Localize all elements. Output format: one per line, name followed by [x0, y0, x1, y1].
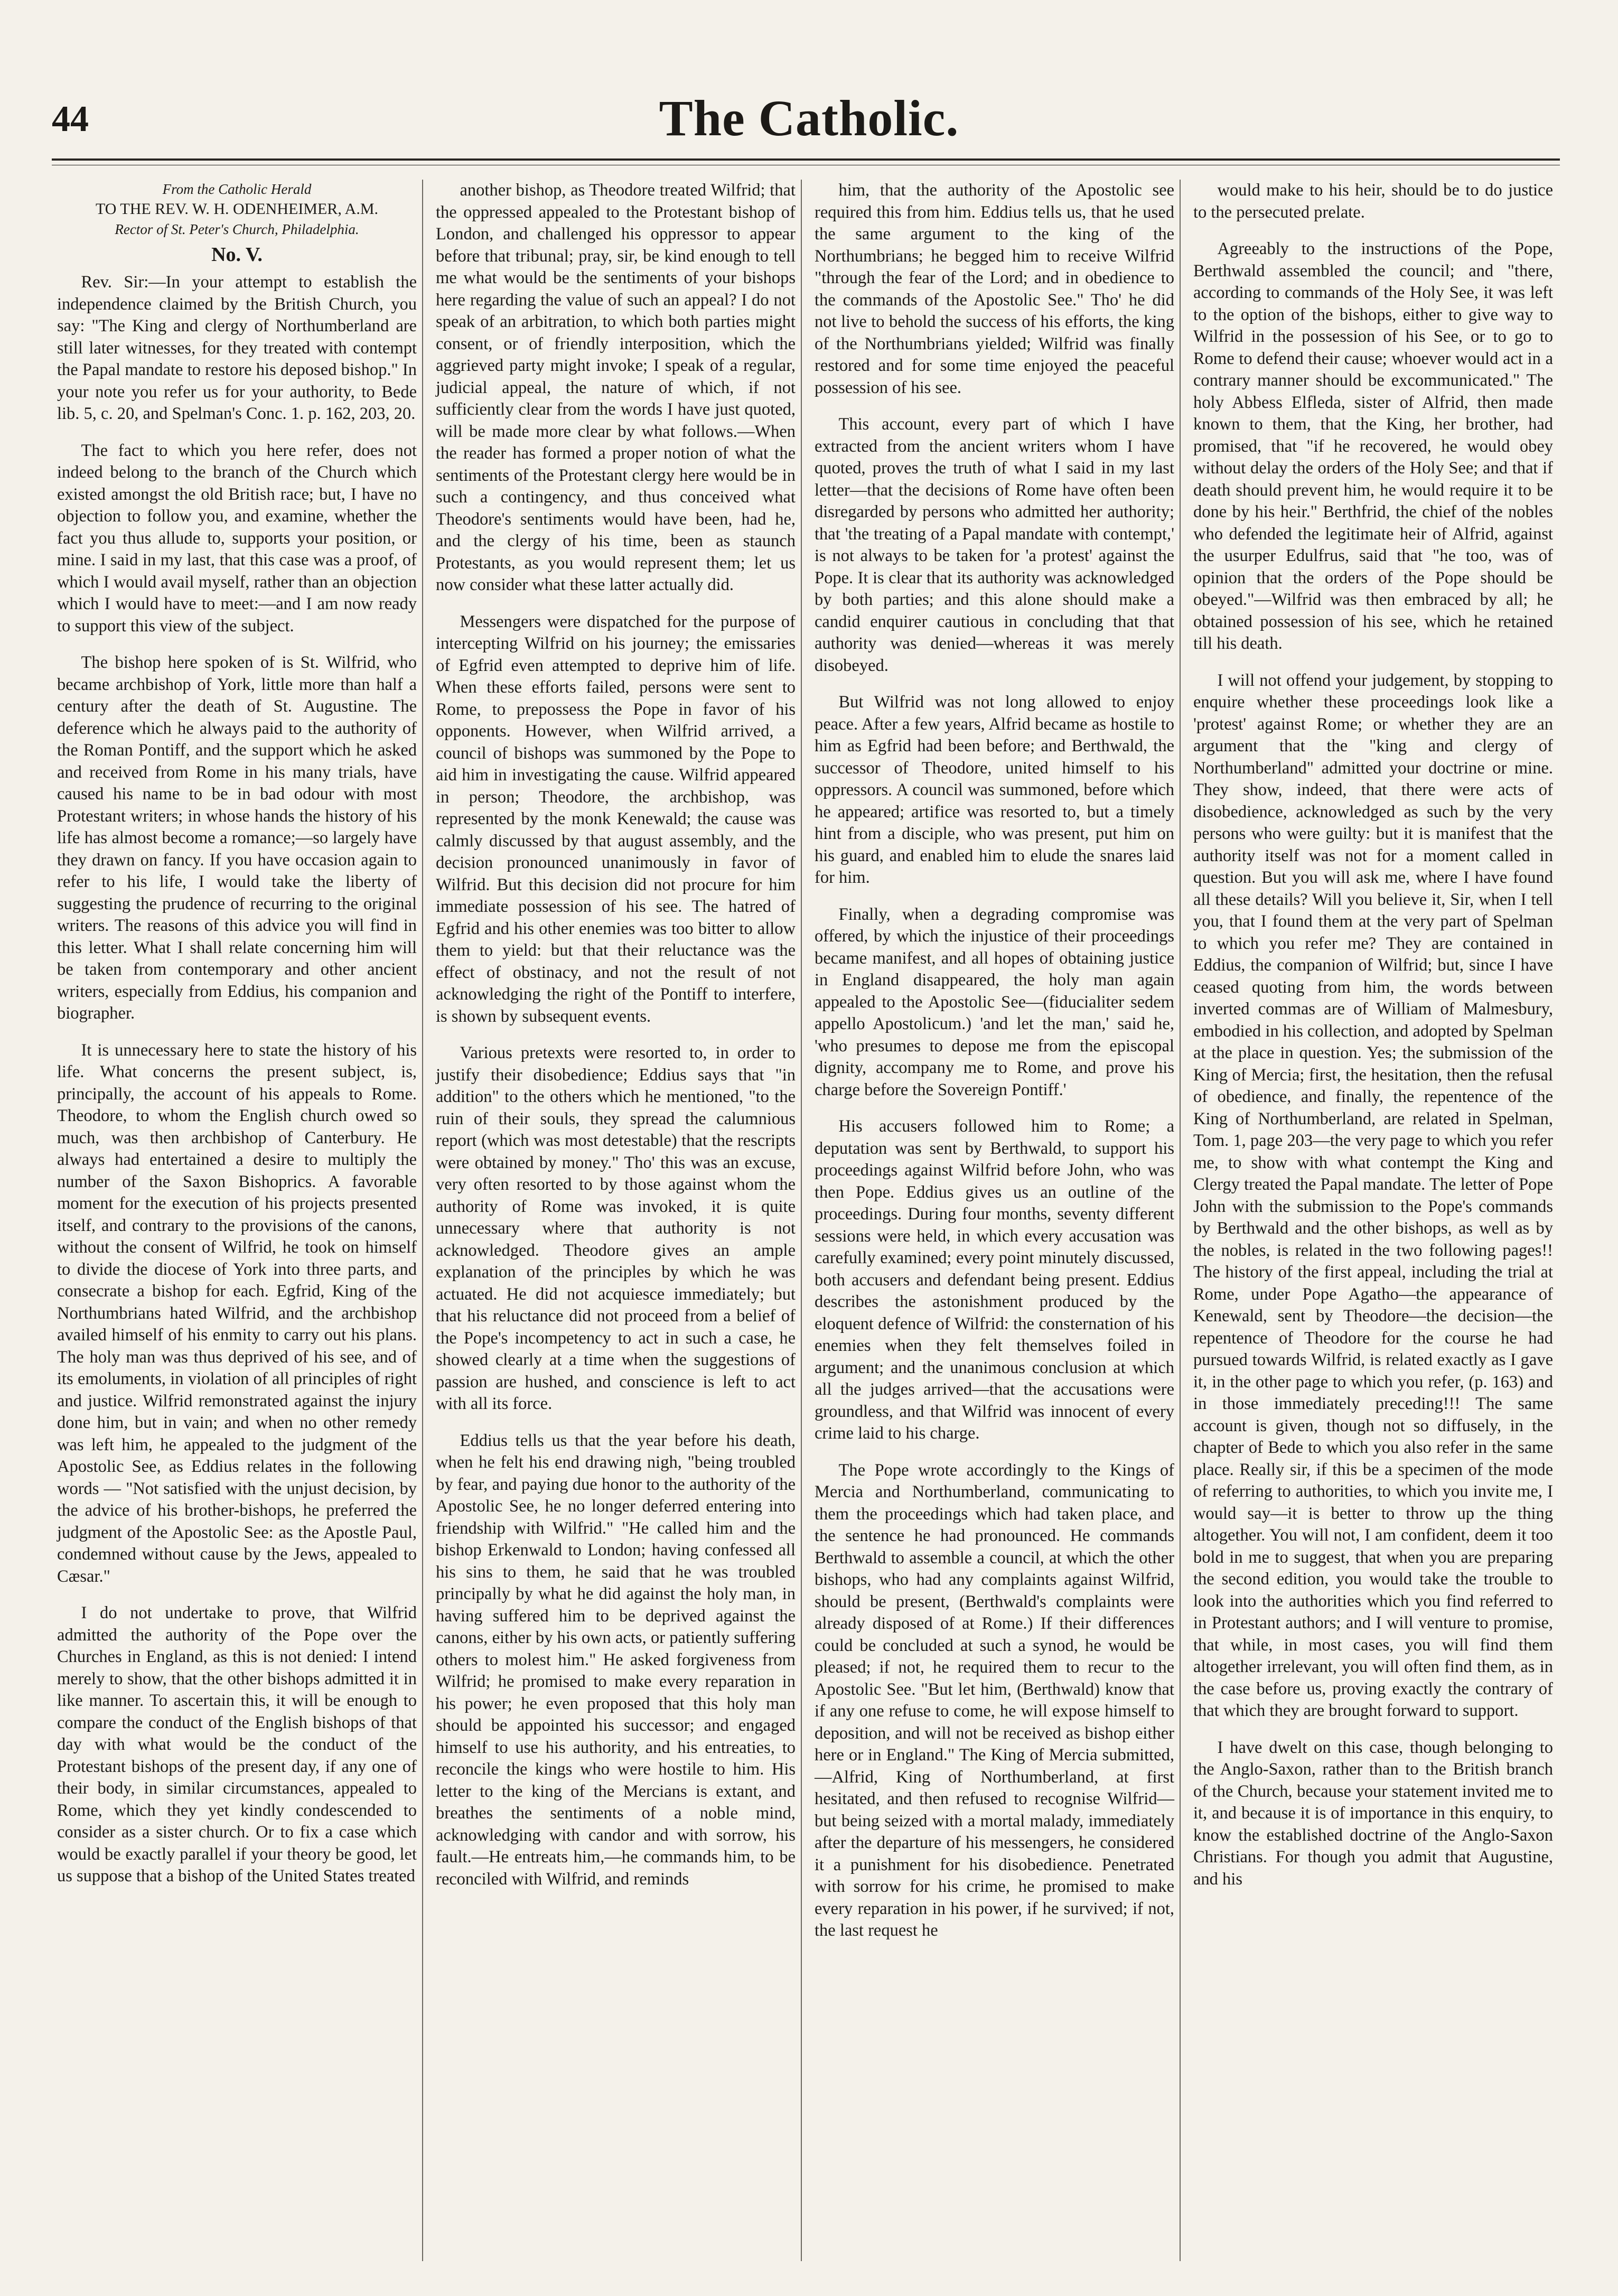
column-3 — [809, 180, 1181, 2261]
paragraph: Rev. Sir:—In your attempt to establish the independence claimed by the British Church, you say: "The King and clergy of Northumberland are still later witnesses, for they treated with contempt the Papal mandate to restore his deposed bishop." In your note you refer us for your authority, to Bede lib. 5, c. 20, and Spelman's Conc. 1. p. 162, 203, 20. — [57, 273, 417, 423]
letter-recipient-title: Rector of St. Peter's Church, Philadelphia. — [115, 221, 359, 237]
paragraph: Messengers were dispatched for the purpose of intercepting Wilfrid on his journey; the emissaries of Egfrid even attempted to deprive him of life. When these efforts failed, persons were sent to Rome, to prepossess the Pope in favor of his opponents. However, when Wilfrid arrived, a council of bishops was summoned by the Pope to aid him in investigating the cause. Wilfrid appeared in person; Theodore, the archbishop, was represented by the monk Kenewald; the cause was calmly discussed by that august assembly, and the decision pronounced unanimously in favor of Wilfrid. But this decision did not procure for him immediate possession of his see. The hatred of Egfrid and his other enemies was too bitter to allow them to yield: but that their reluctance was the effect of obstinacy, and not the result of not acknowledging the right of the Pontiff to interfere, is shown by subsequent events. — [436, 612, 796, 1026]
paragraph: would make to his heir, should be to do justice to the persecuted prelate. — [1193, 181, 1553, 222]
column-4 — [1188, 180, 1558, 2261]
paragraph: Eddius tells us that the year before his death, when he felt his end drawing nigh, "being troubled by fear, and paying due honor to the authority of the Apostolic See, he no longer deferred entering into friendship with Wilfrid." "He called him and the bishop Erkenwald to London; having confessed all his sins to them, he said that he was troubled principally by what he did against the holy man, in having suffered him to be deprived against the canons, either by his own acts, or patiently suffering others to molest him." He asked forgiveness from Wilfrid; he promised to make every reparation in his power; he even proposed that this holy man should be appointed his successor; and engaged himself to use his authority, and his entreaties, to reconcile the kings who were hostile to him. His letter to the king of the Mercians is extant, and breathes the sentiments of a noble mind, acknowledging with candor and with sorrow, his fault.—He entreats him,—he commands him, to be reconciled with Wilfrid, and reminds — [436, 1431, 796, 1889]
header-rule — [52, 158, 1560, 161]
paragraph: Finally, when a degrading compromise was offered, by which the injustice of their proceedings became manifest, and all hopes of obtaining justice in England disappeared, the holy man again appealed to the Apostolic See—(fiducialiter sedem appello Apostolicum.) 'and let the man,' said he, 'who presumes to depose me from the episcopal dignity, accompany me to Rome, and prove his charge before the Sovereign Pontiff.' — [815, 904, 1174, 1099]
paragraph: His accusers followed him to Rome; a deputation was sent by Berthwald, to support his proceedings against Wilfrid before John, who was then Pope. Eddius gives us an outline of the proceedings. During four months, seventy different sessions were held, in which every accusation was carefully examined; every point minutely discussed, both accusers and defendant being present. Eddius describes the astonishment produced by the eloquent defence of Wilfrid: the consternation of his enemies when they felt themselves foiled in argument; and the unanimous conclusion at which all the judges arrived—that the accusations were groundless, and that Wilfrid was innocent of every crime laid to his charge. — [815, 1117, 1174, 1443]
paragraph: But Wilfrid was not long allowed to enjoy peace. After a few years, Alfrid became as hostile to him as Egfrid had been before; and Berthwald, the successor of Theodore, united himself to his oppressors. A council was summoned, before which he appeared; artifice was resorted to, but a timely hint from a disciple, who was present, put him on his guard, and enabled him to elude the snares laid for him. — [815, 693, 1174, 887]
column-1 — [52, 180, 423, 2261]
paragraph: Agreeably to the instructions of the Pope, Berthwald assembled the council; and "there, according to commands of the Holy See, it was left to the option of the bishops, either to give way to Wilfrid in the possession of his See, or to go to Rome to defend their cause; whoever would act in a contrary manner should be excommunicated." The holy Abbess Elfleda, sister of Alfrid, then made known to them, that the King, her brother, had promised, that "if he recovered, he would obey without delay the orders of the Holy See; and that if death should prevent him, he would require it to be done by his heir." Berthfrid, the chief of the nobles who defended the legitimate heir of Alfrid, against the usurper Edulfrus, said that "he too, was of opinion that the orders of the Pope should be obeyed."—Wilfrid was then embraced by all; he obtained possession of his see, which he retained till his death. — [1193, 239, 1553, 653]
paragraph: another bishop, as Theodore treated Wilfrid; that the oppressed appealed to the Protestant bishop of London, and challenged his oppressor to appear before that tribunal; pray, sir, be kind enough to tell me what would be the sentiments of your bishops here regarding the value of such an appeal? I do not speak of an arbitration, to which both parties might consent, or of friendly interposition, which the aggrieved party might invoke; I speak of a regular, judicial appeal, the nature of which, if not sufficiently clear from the words I have just quoted, will be made more clear by what follows.—When the reader has formed a proper notion of what the sentiments of the Protestant clergy here would be in such a contingency, and thus conceived what Theodore's sentiments would have been, had he, and the clergy of his time, been as staunch Protestants, as you would represent them; let us now consider what these latter actually did. — [436, 181, 796, 594]
paragraph: The fact to which you here refer, does not indeed belong to the branch of the Church which existed amongst the old British race; but, I have no objection to follow you, and examine, whether the fact you thus allude to, supports your position, or mine. I said in my last, that this case was a proof, of which I would avail myself, rather than an objection which I would have to meet:—and I am now ready to support this view of the subject. — [57, 441, 417, 636]
paragraph: The bishop here spoken of is St. Wilfrid, who became archbishop of York, little more than half a century after the death of St. Augustine. The deference which he always paid to the authority of the Roman Pontiff, and the support which he asked and received from Rome in his many trials, have caused his name to be in bad odour with most Protestant writers; in whose hands the history of his life has almost become a romance;—so largely have they drawn on fancy. If you have occasion again to refer to his life, I would take the liberty of suggesting the prudence of recurring to the original writers. The reasons of this advice you will find in this letter. What I shall relate concerning him will be taken from contemporary and other ancient writers, especially from Eddius, his companion and biographer. — [57, 653, 417, 1023]
paragraph: I do not undertake to prove, that Wilfrid admitted the authority of the Pope over the Churches in England, as this is not denied: I intend merely to show, that the other bishops admitted it in like manner. To ascertain this, it will be enough to compare the conduct of the English bishops of that day with what would be the conduct of the Protestant bishops of the present day, if any one of their body, in similar circumstances, appealed to Rome, which they yet kindly condescended to consider as a sister church. Or to fix a case which would be exactly parallel if your theory be good, let us suppose that a bishop of the United States treated — [57, 1603, 417, 1886]
paragraph: The Pope wrote accordingly to the Kings of Mercia and Northumberland, communicating to them the proceedings which had taken place, and the sentence he had pronounced. He commands Berthwald to assemble a council, at which the other bishops, who had any complaints against Wilfrid, should be present, (Berthwald's complaints were already disposed of at Rome.) If their differences could be concluded at such a synod, he would be pleased; if not, he required them to recur to the Apostolic See. "But let him, (Berthwald) know that if any one refuse to come, he will expose himself to deposition, and will not be received as bishop either here or in England." The King of Mercia submitted,—Alfrid, King of Northumberland, at first hesitated, and then refused to recognise Wilfrid—but being seized with a mortal malady, immediately after the departure of his messengers, he considered it a punishment for his disobedience. Penetrated with sorrow for his crime, he promised to make every reparation in his power, if he survived; if not, the last request he — [815, 1460, 1174, 1940]
column-2 — [431, 180, 802, 2261]
paragraph: Various pretexts were resorted to, in order to justify their disobedience; Eddius says that "in addition" to the others which he mentioned, "to the ruin of their souls, they spread the calumnious report (which was most detestable) that the rescripts were obtained by money." Tho' this was an excuse, very often resorted to by those against whom the authority of Rome was invoked, it is quite unnecessary where that authority is not acknowledged. Theodore gives an ample explanation of the principles by which he was actuated. He did not acquiesce immediately; but that his reluctance did not proceed from a belief of the Pope's incompetency to act in such a case, he showed clearly at a time when the suggestions of passion are hushed, and conscience is left to act with all its force. — [436, 1043, 796, 1413]
page-number: 44 — [52, 99, 89, 139]
page-title: The Catholic. — [659, 90, 959, 146]
paragraph: This account, every part of which I have extracted from the ancient writers whom I have quoted, proves the truth of what I said in my last letter—that the decisions of Rome have often been disregarded by persons who admitted her authority; that 'the treating of a Papal mandate with contempt,' is not always to be taken for 'a protest' against the Pope. It is clear that its authority was acknowledged by both parties; and this alone should make a candid enquirer cautious in concluding that that authority was denied—whereas it was merely disobeyed. — [815, 415, 1174, 675]
paragraph: him, that the authority of the Apostolic see required this from him. Eddius tells us, that he used the same argument to the king of the Northumbrians; he begged him to receive Wilfrid "through the fear of the Lord; and in obedience to the commands of the Apostolic See." Tho' he did not live to behold the success of his efforts, the king of the Northumbrians yielded; Wilfrid was finally restored and for some time enjoyed the peaceful possession of his see. — [815, 181, 1174, 397]
paragraph: It is unnecessary here to state the history of his life. What concerns the present subject, is, principally, the account of his appeals to Rome. Theodore, to whom the English church owed so much, was then archbishop of Canterbury. He always had entertained a desire to multiply the number of the Saxon Bishoprics. A favorable moment for the execution of his projects presented itself, and contrary to the provisions of the canons, without the consent of Wilfrid, he took on himself to divide the diocese of York into three parts, and consecrate a bishop for each. Egfrid, King of the Northumbrians hated Wilfrid, and the archbishop availed himself of his enmity to carry out his plans. The holy man was thus deprived of his see, and of its emoluments, in violation of all principles of right and justice. Wilfrid remonstrated against the injury done him, but in vain; and when no other remedy was left him, he appealed to the judgment of the Apostolic See, as Eddius relates in the following words — "Not satisfied with the unjust decision, by the advice of his brother-bishops, he preferred the judgment of the Apostolic See: as the Apostle Paul, condemned without cause by the Jews, appealed to Cæsar." — [57, 1040, 417, 1586]
article-columns — [52, 180, 1558, 2261]
letter-source: From the Catholic Herald — [162, 181, 312, 197]
letter-number: No. V. — [211, 244, 263, 266]
paragraph: I have dwelt on this case, though belonging to the Anglo-Saxon, rather than to the British branch of the Church, because your statement invited me to it, and because it is of importance in this enquiry, to know the established doctrine of the Anglo-Saxon Christians. For though you admit that Augustine, and his — [1193, 1738, 1553, 1889]
paragraph: I will not offend your judgement, by stopping to enquire whether these proceedings look like a 'protest' against Rome; or whether they are an argument that the "king and clergy of Northumberland" admitted your doctrine or mine. They show, indeed, that there were acts of disobedience, acknowledged as such by the very persons who were guilty: but it is manifest that the authority itself was not for a moment called in question. But you will ask me, where I have found all these details? Will you believe it, Sir, when I tell you, that I found them at the very part of Spelman to which you refer me? They are contained in Eddius, the companion of Wilfrid; but, since I have ceased quoting from him, the words between inverted commas are of William of Malmesbury, embodied in his collection, and adopted by Spelman at the place in question. Yes; the submission of the King of Mercia; first, the hesitation, then the refusal of obedience, and finally, the repentence of the King of Northumberland, are related in Spelman, Tom. 1, page 203—the very page to which you refer me, to show with what contempt the King and Clergy treated the Papal mandate. The letter of Pope John with the submission to the Pope's commands by Berthwald and the other bishops, as well as by the nobles, is related in the two following pages!! The history of the first appeal, including the trial at Rome, under Pope Agatho—the appearance of Kenewald, sent by Theodore—the decision—the repentence of Theodore for the course he had pursued towards Wilfrid, is related exactly as I gave it, in the other page to which you refer, (p. 163) and in those immediately preceding!!! The same account is given, though not so diffusely, in the chapter of Bede to which you also refer in the same place. Really sir, if this be a specimen of the mode of referring to authorities, to which you invite me, I would say—it is better to throw up the thing altogether. You will not, I am confident, deem it too bold in me to suggest, that when you are preparing the second edition, you would take the trouble to look into the authorities which you find referred to in Protestant authors; and I will venture to promise, that while, in most cases, you will find them altogether irrelevant, you will often find them, as in the case before us, proving exactly the contrary of that which they are brought forward to support. — [1193, 670, 1553, 1720]
letter-recipient: TO THE REV. W. H. ODENHEIMER, A.M. — [95, 200, 379, 218]
